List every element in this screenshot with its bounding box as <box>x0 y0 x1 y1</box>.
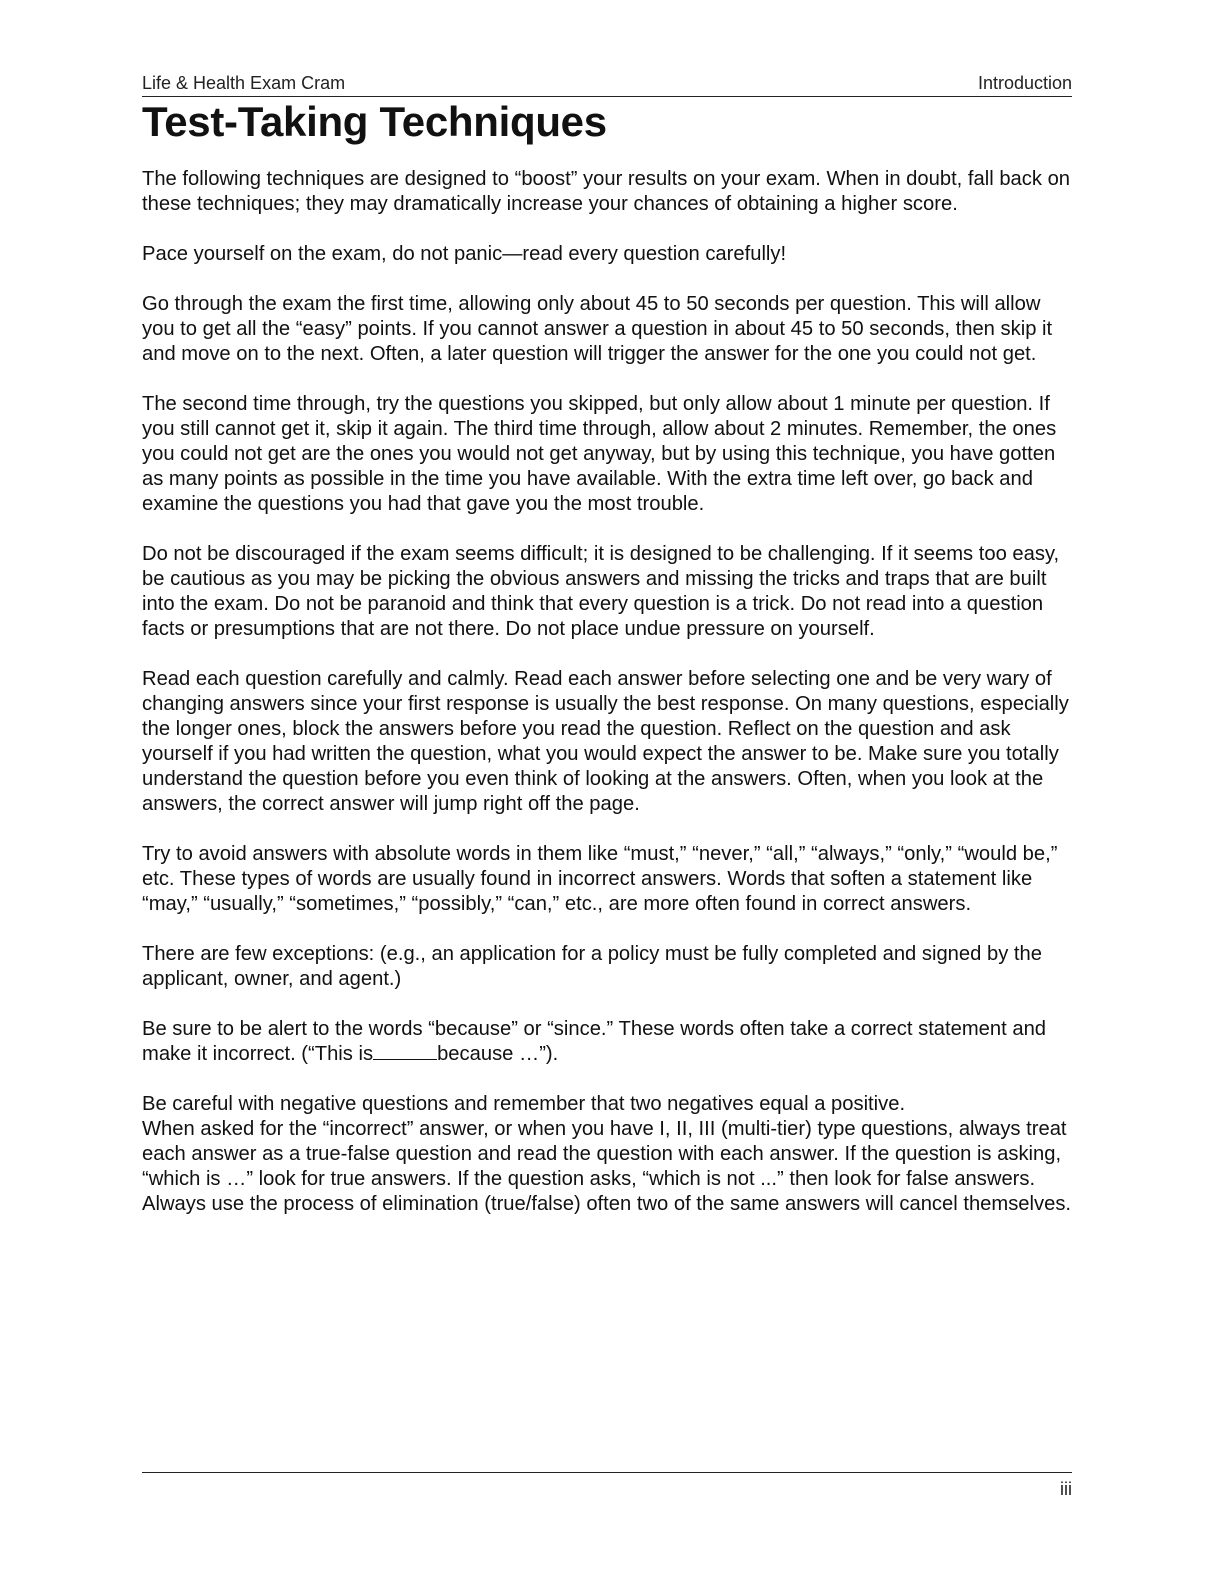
negative-line-1: Be careful with negative questions and remember that two negatives equal a positive. <box>142 1093 906 1115</box>
page-number: iii <box>1060 1479 1072 1499</box>
paragraph-pace: Pace yourself on the exam, do not panic—read every question carefully! <box>142 243 787 265</box>
paragraph-absolute-words: Try to avoid answers with absolute words in them like “must,” “never,” “all,” “always,” “only,” “would be,” etc. These types of words are usually found in incorrect answers. Words that soften a statement like “may,” “usually,” “sometimes,” “possibly,” “can,” etc., are more often found in correct answers. <box>142 843 1058 915</box>
fill-in-blank <box>373 1042 437 1060</box>
footer-rule <box>142 1472 1072 1473</box>
because-text-after: because …”). <box>437 1043 559 1065</box>
paragraph-negative-questions <box>142 1092 1077 1217</box>
paragraph-read-carefully: Read each question carefully and calmly. Read each answer before selecting one and be very wary of changing answers since your first response is usually the best response. On many questions, especially the longer ones, block the answers before you read the question. Reflect on the question and ask yourself if you had written the question, what you would expect the answer to be. Make sure you totally understand the question before you even think of looking at the answers. Often, when you look at the answers, the correct answer will jump right off the page. <box>142 668 1069 815</box>
header-section-title: Introduction <box>977 73 1072 93</box>
paragraph-first-pass: Go through the exam the first time, allowing only about 45 to 50 seconds per question. This will allow you to get all the “easy” points. If you cannot answer a question in about 45 to 50 seconds, then skip it and move on to the next. Often, a later question will trigger the answer for the one you could not get. <box>142 293 1053 365</box>
header-book-title: Life & Health Exam Cram <box>142 73 346 93</box>
body-text <box>142 167 1077 1242</box>
paragraph-because-since <box>142 1017 1077 1067</box>
paragraph-discouraged: Do not be discouraged if the exam seems difficult; it is designed to be challenging. If it seems too easy, be cautious as you may be picking the obvious answers and missing the tricks and traps that are built into the exam. Do not be paranoid and think that every question is a trick. Do not read into a question facts or presumptions that are not there. Do not place undue pressure on yourself. <box>142 543 1060 640</box>
negative-rest: When asked for the “incorrect” answer, or when you have I, II, III (multi-tier) type questions, always treat each answer as a true-false question and read the question with each answer. If the question is asking, “which is …” look for true answers. If the question asks, “which is not ...” then look for false answers. Always use the process of elimination (true/false) often two of the same answers will cancel themselves. <box>142 1118 1072 1215</box>
paragraph-intro: The following techniques are designed to “boost” your results on your exam. When in doubt, fall back on these techniques; they may dramatically increase your chances of obtaining a higher score. <box>142 168 1071 215</box>
paragraph-second-pass: The second time through, try the questions you skipped, but only allow about 1 minute per question. If you still cannot get it, skip it again. The third time through, allow about 2 minutes. Remember, the ones you could not get are the ones you would not get anyway, but by using this technique, you have gotten as many points as possible in the time you have available. With the extra time left over, go back and examine the questions you had that gave you the most trouble. <box>142 393 1057 515</box>
running-header <box>142 72 1072 97</box>
paragraph-exceptions: There are few exceptions: (e.g., an application for a policy must be fully completed and signed by the applicant, owner, and agent.) <box>142 943 1042 990</box>
because-text-before: Be sure to be alert to the words “because” or “since.” These words often take a correct statement and make it incorrect. (“This is <box>142 1018 1047 1065</box>
page-title: Test-Taking Techniques <box>142 98 607 145</box>
